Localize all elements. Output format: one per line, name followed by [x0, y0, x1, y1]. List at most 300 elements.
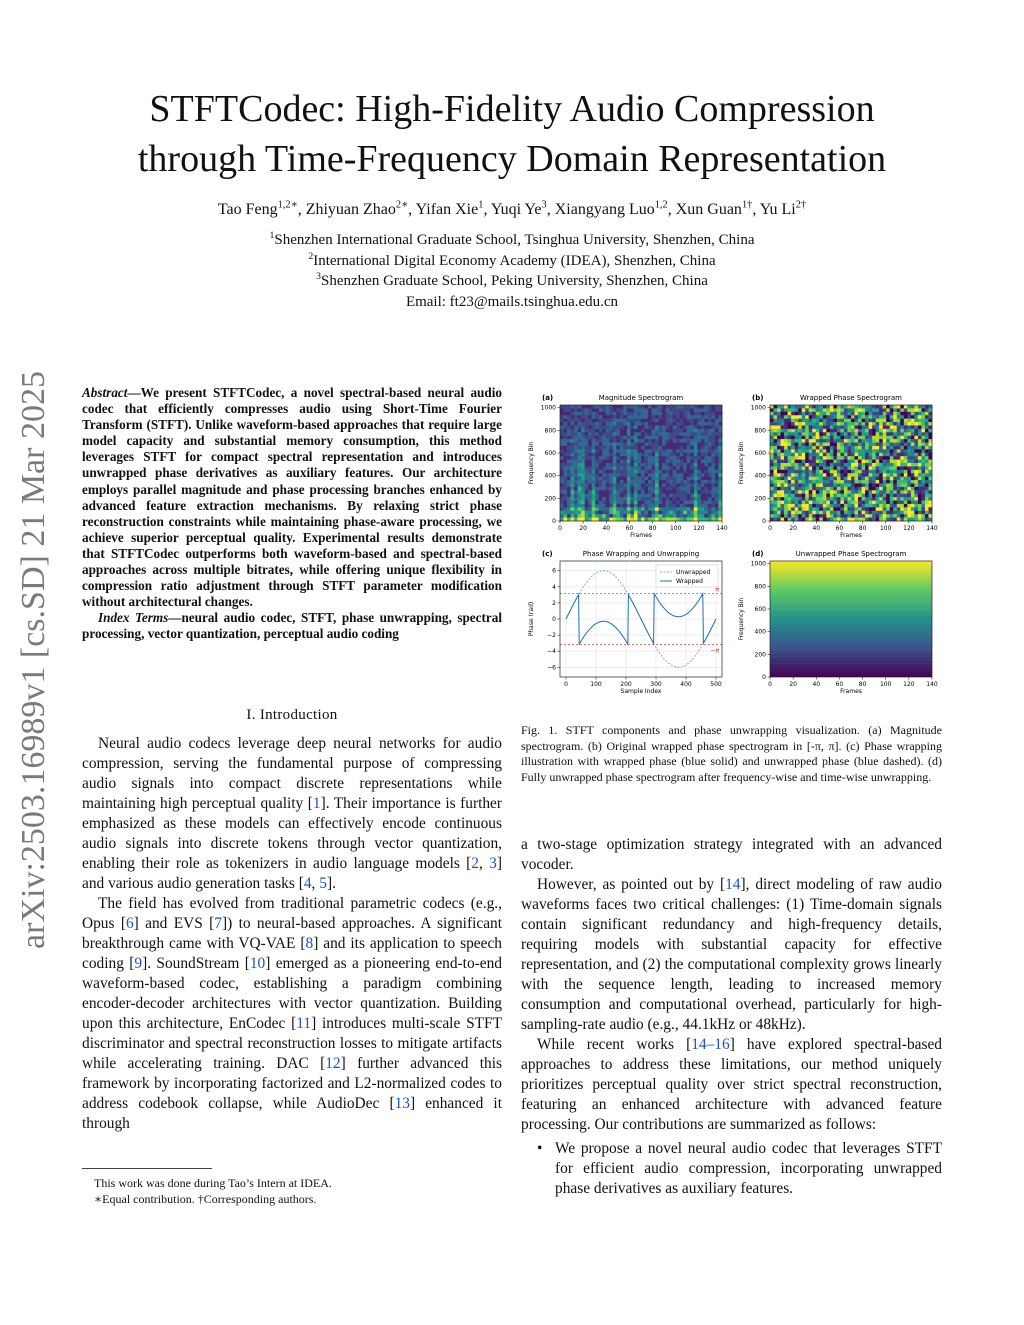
heatmap-cell: [655, 514, 659, 518]
heatmap-cell: [862, 456, 866, 460]
heatmap-cell: [784, 425, 788, 429]
heatmap-cell: [588, 429, 592, 433]
heatmap-cell: [694, 473, 698, 477]
heatmap-cell: [666, 432, 670, 436]
heatmap-cell: [925, 463, 929, 467]
heatmap-cell: [770, 415, 774, 419]
heatmap-cell: [890, 439, 894, 443]
heatmap-cell: [634, 443, 638, 447]
heatmap-cell: [805, 490, 809, 494]
heatmap-cell: [918, 425, 922, 429]
heatmap-cell: [581, 412, 585, 416]
citation-link[interactable]: 13: [394, 1095, 410, 1112]
heatmap-cell: [788, 446, 792, 450]
heatmap-cell: [774, 412, 778, 416]
heatmap-cell: [602, 460, 606, 464]
heatmap-cell: [581, 463, 585, 467]
heatmap-cell: [918, 408, 922, 412]
heatmap-cell: [606, 436, 610, 440]
heatmap-cell: [918, 429, 922, 433]
heatmap-cell: [791, 408, 795, 412]
heatmap-cell: [851, 501, 855, 505]
legend-label-wrapped: Wrapped: [676, 578, 703, 585]
heatmap-cell: [704, 412, 708, 416]
heatmap-cell: [904, 514, 908, 518]
heatmap-cell: [904, 419, 908, 423]
heatmap-cell: [925, 487, 929, 491]
heatmap-cell: [851, 511, 855, 515]
heatmap-cell: [630, 490, 634, 494]
heatmap-cell: [574, 501, 578, 505]
heatmap-cell: [669, 490, 673, 494]
heatmap-cell: [907, 480, 911, 484]
x-axis-label: Frames: [630, 532, 652, 539]
x-tick-label: 20: [789, 681, 797, 688]
heatmap-cell: [897, 480, 901, 484]
citation-link[interactable]: 7: [214, 915, 222, 932]
heatmap-cell: [837, 446, 841, 450]
citation-link[interactable]: 4: [303, 875, 312, 892]
heatmap-cell: [616, 460, 620, 464]
heatmap-cell: [802, 466, 806, 470]
heatmap-cell: [581, 449, 585, 453]
heatmap-cell: [673, 456, 677, 460]
heatmap-cell: [865, 436, 869, 440]
heatmap-cell: [634, 473, 638, 477]
heatmap-cell: [623, 477, 627, 481]
heatmap-cell: [830, 460, 834, 464]
heatmap-cell: [560, 432, 564, 436]
heatmap-cell: [851, 432, 855, 436]
heatmap-cell: [914, 473, 918, 477]
citation-link[interactable]: 6: [125, 915, 134, 932]
heatmap-cell: [673, 425, 677, 429]
heatmap-cell: [897, 501, 901, 505]
heatmap-cell: [914, 419, 918, 423]
heatmap-cell: [627, 408, 631, 412]
heatmap-cell: [855, 463, 859, 467]
heatmap-cell: [781, 449, 785, 453]
heatmap-cell: [890, 449, 894, 453]
heatmap-cell: [634, 483, 638, 487]
y-tick-label: 1000: [750, 560, 766, 568]
heatmap-fill: [770, 561, 932, 677]
heatmap-cell: [687, 419, 691, 423]
heatmap-cell: [914, 480, 918, 484]
heatmap-cell: [599, 429, 603, 433]
heatmap-cell: [574, 456, 578, 460]
heatmap-cell: [925, 422, 929, 426]
heatmap-cell: [659, 511, 663, 515]
heatmap-cell: [781, 473, 785, 477]
heatmap-cell: [907, 514, 911, 518]
heatmap-cell: [876, 514, 880, 518]
heatmap-cell: [795, 487, 799, 491]
heatmap-cell: [865, 405, 869, 409]
heatmap-cell: [798, 443, 802, 447]
heatmap-cell: [795, 449, 799, 453]
heatmap-cell: [690, 477, 694, 481]
heatmap-cell: [816, 425, 820, 429]
heatmap-cell: [893, 490, 897, 494]
heatmap-cell: [805, 473, 809, 477]
citation-link[interactable]: 2: [471, 855, 479, 872]
heatmap-cell: [704, 514, 708, 518]
heatmap-cell: [683, 449, 687, 453]
heatmap-cell: [592, 449, 596, 453]
heatmap-cell: [819, 487, 823, 491]
heatmap-cell: [823, 497, 827, 501]
heatmap-cell: [708, 419, 712, 423]
heatmap-cell: [872, 494, 876, 498]
heatmap-cell: [669, 480, 673, 484]
heatmap-cell: [648, 453, 652, 457]
heatmap-cell: [795, 480, 799, 484]
heatmap-cell: [648, 466, 652, 470]
heatmap-cell: [869, 415, 873, 419]
heatmap-cell: [876, 412, 880, 416]
heatmap-cell: [623, 483, 627, 487]
heatmap-cell: [571, 507, 575, 511]
author: Yu $Li^{2\dagger}$: [759, 199, 807, 218]
heatmap-cell: [690, 415, 694, 419]
heatmap-cell: [592, 460, 596, 464]
heatmap-cell: [620, 460, 624, 464]
intro-paragraph: The field has evolved from traditional parametric codecs (e.g., Opus [6] and EVS [7]) to neural-based approaches. A significant breakthrough came with VQ-VAE [8] and its application to speech coding [9]. SoundStream [10] emerged as a pioneering end-to-end waveform-based codec, establishing a paradigm combining encoder-decoder architectures with vector quantization. Building upon this architecture, EnCodec [11] introduces multi-scale STFT discriminator and spectral reconstruction losses to mitigate artifacts while accelerating training. DAC [12] further advanced this framework by incorporating factorized and L2-normalized codes to address codebook collapse, while AudioDec [13] enhanced it through: [82, 895, 502, 1132]
heatmap-cell: [620, 480, 624, 484]
heatmap-cell: [708, 412, 712, 416]
heatmap-cell: [809, 504, 813, 508]
heatmap-cell: [904, 494, 908, 498]
heatmap-cell: [673, 439, 677, 443]
heatmap-cell: [616, 480, 620, 484]
heatmap-cell: [694, 412, 698, 416]
heatmap-cell: [599, 466, 603, 470]
heatmap-cell: [620, 453, 624, 457]
heatmap-cell: [872, 443, 876, 447]
heatmap-cell: [833, 473, 837, 477]
heatmap-cell: [837, 405, 841, 409]
left-column-body: [82, 734, 502, 1134]
heatmap-cell: [876, 494, 880, 498]
heatmap-cell: [921, 408, 925, 412]
heatmap-cell: [830, 449, 834, 453]
heatmap-cell: [819, 443, 823, 447]
heatmap-cell: [578, 425, 582, 429]
heatmap-cell: [840, 453, 844, 457]
heatmap-cell: [687, 412, 691, 416]
heatmap-cell: [574, 436, 578, 440]
heatmap-cell: [564, 436, 568, 440]
heatmap-cell: [623, 456, 627, 460]
heatmap-cell: [571, 494, 575, 498]
heatmap-cell: [680, 415, 684, 419]
heatmap-cell: [883, 425, 887, 429]
heatmap-cell: [795, 504, 799, 508]
heatmap-cell: [911, 466, 915, 470]
heatmap-cell: [914, 405, 918, 409]
heatmap-cell: [666, 480, 670, 484]
citation-link[interactable]: 10: [249, 955, 266, 972]
heatmap-cell: [837, 490, 841, 494]
heatmap-cell: [581, 494, 585, 498]
heatmap-cell: [879, 425, 883, 429]
heatmap-cell: [599, 408, 603, 412]
heatmap-cell: [659, 514, 663, 518]
citation-link[interactable]: 14–16: [691, 1036, 730, 1053]
heatmap-cell: [613, 490, 617, 494]
heatmap-cell: [921, 446, 925, 450]
heatmap-cell: [578, 422, 582, 426]
heatmap-cell: [777, 405, 781, 409]
heatmap-cell: [911, 456, 915, 460]
heatmap-cell: [774, 463, 778, 467]
heatmap-cell: [662, 487, 666, 491]
heatmap-cell: [609, 422, 613, 426]
heatmap-cell: [893, 497, 897, 501]
heatmap-cell: [805, 443, 809, 447]
heatmap-cell: [900, 453, 904, 457]
heatmap-cell: [704, 501, 708, 505]
heatmap-cell: [567, 439, 571, 443]
heatmap-cell: [781, 412, 785, 416]
heatmap-cell: [630, 408, 634, 412]
heatmap-cell: [865, 490, 869, 494]
heatmap-cell: [921, 494, 925, 498]
heatmap-cell: [911, 436, 915, 440]
heatmap-stripe: [770, 629, 932, 630]
heatmap-cell: [613, 453, 617, 457]
heatmap-cell: [669, 439, 673, 443]
heatmap-cell: [683, 419, 687, 423]
heatmap-cell: [823, 494, 827, 498]
x-tick-label: 0: [768, 525, 772, 532]
heatmap-cell: [560, 490, 564, 494]
heatmap-cell: [862, 449, 866, 453]
heatmap-cell: [823, 415, 827, 419]
heatmap-cell: [890, 432, 894, 436]
heatmap-cell: [602, 429, 606, 433]
heatmap-cell: [788, 483, 792, 487]
heatmap-cell: [659, 419, 663, 423]
heatmap-cell: [805, 501, 809, 505]
heatmap-cell: [890, 514, 894, 518]
heatmap-cell: [704, 415, 708, 419]
heatmap-cell: [609, 514, 613, 518]
heatmap-cell: [669, 463, 673, 467]
heatmap-cell: [879, 432, 883, 436]
heatmap-cell: [690, 501, 694, 505]
heatmap-cell: [641, 490, 645, 494]
heatmap-cell: [781, 511, 785, 515]
arxiv-side-label: arXiv:2503.16989v1 [cs.SD] 21 Mar 2025: [15, 371, 52, 949]
heatmap-cell: [571, 511, 575, 515]
heatmap-cell: [683, 507, 687, 511]
heatmap-cell: [886, 453, 890, 457]
heatmap-cell: [588, 466, 592, 470]
heatmap-cell: [648, 429, 652, 433]
heatmap-cell: [805, 449, 809, 453]
heatmap-cell: [872, 432, 876, 436]
heatmap-cell: [606, 405, 610, 409]
heatmap-cell: [805, 504, 809, 508]
heatmap-cell: [855, 466, 859, 470]
heatmap-cell: [669, 483, 673, 487]
heatmap-cell: [655, 460, 659, 464]
heatmap-cell: [567, 473, 571, 477]
heatmap-cell: [704, 507, 708, 511]
citation-link[interactable]: 1: [312, 795, 321, 812]
heatmap-cell: [837, 483, 841, 487]
heatmap-cell: [855, 412, 859, 416]
heatmap-cell: [567, 497, 571, 501]
citation-link[interactable]: 5: [319, 875, 327, 892]
heatmap-cell: [907, 473, 911, 477]
heatmap-cell: [697, 422, 701, 426]
heatmap-cell: [812, 487, 816, 491]
heatmap-cell: [648, 487, 652, 491]
heatmap-cell: [847, 439, 851, 443]
heatmap-cell: [588, 487, 592, 491]
heatmap-cell: [634, 439, 638, 443]
heatmap-cell: [711, 432, 715, 436]
heatmap-cell: [585, 449, 589, 453]
heatmap-cell: [715, 425, 719, 429]
heatmap-cell: [869, 439, 873, 443]
heatmap-cell: [872, 405, 876, 409]
heatmap-cell: [602, 490, 606, 494]
heatmap-cell: [585, 436, 589, 440]
heatmap-cell: [879, 473, 883, 477]
heatmap-cell: [788, 422, 792, 426]
heatmap-cell: [921, 456, 925, 460]
heatmap-cell: [876, 497, 880, 501]
heatmap-cell: [655, 504, 659, 508]
heatmap-cell: [904, 422, 908, 426]
heatmap-cell: [694, 477, 698, 481]
heatmap-cell: [802, 483, 806, 487]
heatmap-cell: [560, 466, 564, 470]
heatmap-cell: [791, 490, 795, 494]
heatmap-cell: [886, 463, 890, 467]
heatmap-cell: [592, 419, 596, 423]
heatmap-cell: [592, 504, 596, 508]
heatmap-cell: [694, 497, 698, 501]
heatmap-cell: [823, 487, 827, 491]
heatmap-cell: [925, 501, 929, 505]
heatmap-cell: [655, 490, 659, 494]
heatmap-cell: [826, 511, 830, 515]
heatmap-cell: [830, 405, 834, 409]
citation-link[interactable]: 14: [725, 876, 741, 893]
heatmap-cell: [883, 494, 887, 498]
heatmap-cell: [616, 507, 620, 511]
heatmap-cell: [564, 419, 568, 423]
heatmap-cell: [574, 514, 578, 518]
heatmap-cell: [890, 494, 894, 498]
heatmap-cell: [616, 470, 620, 474]
heatmap-cell: [602, 449, 606, 453]
heatmap-cell: [634, 463, 638, 467]
heatmap-cell: [581, 436, 585, 440]
heatmap-cell: [571, 436, 575, 440]
heatmap-cell: [879, 456, 883, 460]
heatmap-cell: [708, 480, 712, 484]
heatmap-cell: [862, 494, 866, 498]
heatmap-cell: [925, 412, 929, 416]
heatmap-cell: [623, 504, 627, 508]
citation-link[interactable]: 11: [296, 1015, 312, 1032]
heatmap-cell: [581, 477, 585, 481]
heatmap-cell: [652, 453, 656, 457]
heatmap-cell: [862, 453, 866, 457]
heatmap-cell: [701, 473, 705, 477]
heatmap-cell: [788, 490, 792, 494]
heatmap-cell: [862, 501, 866, 505]
heatmap-cell: [609, 483, 613, 487]
heatmap-cell: [652, 436, 656, 440]
heatmap-cell: [826, 514, 830, 518]
heatmap-cell: [701, 494, 705, 498]
heatmap-cell: [847, 473, 851, 477]
heatmap-cell: [592, 422, 596, 426]
heatmap-cell: [627, 514, 631, 518]
heatmap-cell: [648, 507, 652, 511]
heatmap-cell: [847, 419, 851, 423]
heatmap-cell: [914, 432, 918, 436]
heatmap-cell: [666, 460, 670, 464]
heatmap-cell: [641, 473, 645, 477]
heatmap-cell: [851, 405, 855, 409]
heatmap-cell: [777, 487, 781, 491]
heatmap-cell: [925, 511, 929, 515]
citation-link[interactable]: 9: [134, 955, 143, 972]
heatmap-cell: [819, 446, 823, 450]
citation-link[interactable]: 3: [489, 855, 497, 872]
heatmap-cell: [805, 425, 809, 429]
heatmap-cell: [862, 412, 866, 416]
heatmap-cell: [648, 439, 652, 443]
citation-link[interactable]: 8: [305, 935, 314, 952]
heatmap-cell: [627, 511, 631, 515]
heatmap-cell: [770, 463, 774, 467]
heatmap-cell: [921, 514, 925, 518]
heatmap-cell: [648, 460, 652, 464]
heatmap-cell: [606, 453, 610, 457]
heatmap-cell: [666, 487, 670, 491]
heatmap-cell: [886, 439, 890, 443]
citation-link[interactable]: 12: [325, 1055, 341, 1072]
heatmap-cell: [840, 405, 844, 409]
heatmap-cell: [655, 439, 659, 443]
heatmap-cell: [837, 511, 841, 515]
heatmap-cell: [560, 425, 564, 429]
heatmap-cell: [581, 473, 585, 477]
heatmap-cell: [627, 415, 631, 419]
heatmap-cell: [652, 439, 656, 443]
heatmap-cell: [890, 504, 894, 508]
heatmap-cell: [669, 405, 673, 409]
heatmap-cell: [585, 483, 589, 487]
heatmap-cell: [791, 439, 795, 443]
heatmap-cell: [620, 477, 624, 481]
heatmap-cell: [683, 477, 687, 481]
heatmap-cell: [648, 408, 652, 412]
heatmap-cell: [623, 480, 627, 484]
y-tick-label: 800: [754, 427, 766, 435]
heatmap-cell: [883, 477, 887, 481]
heatmap-cell: [840, 456, 844, 460]
